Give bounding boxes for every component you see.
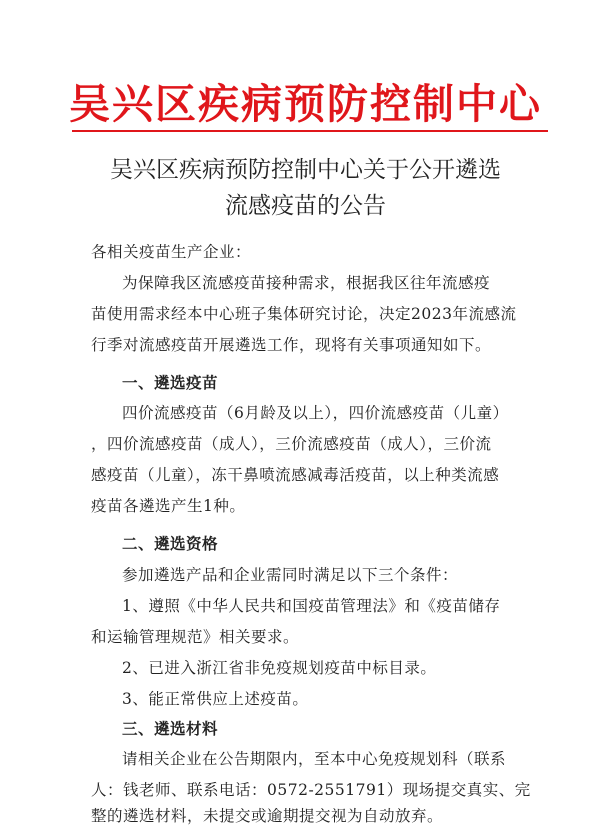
section-1-line-2: ，四价流感疫苗（成人），三价流感疫苗（成人），三价流 — [91, 435, 492, 453]
intro-line-2: 苗使用需求经本中心班子集体研究讨论，决定2023年流感流 — [91, 305, 517, 323]
section-3-line-2: 人：钱老师、联系电话：0572-2551791）现场提交真实、完 — [91, 781, 531, 799]
section-2-item-1-line-1: 1、遵照《中华人民共和国疫苗管理法》和《疫苗储存 — [122, 597, 501, 615]
section-1-line-1: 四价流感疫苗（6月龄及以上），四价流感疫苗（儿童） — [122, 404, 509, 422]
notice-title-line-2: 流感疫苗的公告 — [225, 193, 386, 219]
section-3-line-1: 请相关企业在公告期限内，至本中心免疫规划科（联系 — [122, 750, 507, 768]
section-2-intro: 参加遴选产品和企业需同时满足以下三个条件： — [122, 566, 459, 584]
section-2-item-1-line-2: 和运输管理规范》相关要求。 — [91, 628, 300, 646]
section-2-item-2: 2、已进入浙江省非免疫规划疫苗中标目录。 — [122, 659, 437, 677]
section-3-line-3: 整的遴选材料，未提交或逾期提交视为自动放弃。 — [91, 807, 444, 825]
intro-line-3: 行季对流感疫苗开展遴选工作，现将有关事项通知如下。 — [91, 336, 492, 354]
notice-title-line-1: 吴兴区疾病预防控制中心关于公开遴选 — [110, 157, 501, 183]
letterhead-title: 吴兴区疾病预防控制中心 — [69, 80, 542, 128]
section-1-line-4: 疫苗各遴选产生1种。 — [91, 497, 246, 515]
salutation: 各相关疫苗生产企业： — [91, 243, 252, 261]
intro-line-1: 为保障我区流感疫苗接种需求，根据我区往年流感疫 — [122, 274, 491, 292]
section-2-item-3: 3、能正常供应上述疫苗。 — [122, 690, 309, 708]
letterhead-red-rule — [72, 130, 548, 132]
section-1-line-3: 感疫苗（儿童），冻干鼻喷流感减毒活疫苗，以上种类流感 — [91, 466, 500, 484]
section-1-heading: 一、遴选疫苗 — [122, 374, 219, 392]
section-3-heading: 三、遴选材料 — [122, 720, 219, 738]
section-2-heading: 二、遴选资格 — [122, 535, 219, 553]
